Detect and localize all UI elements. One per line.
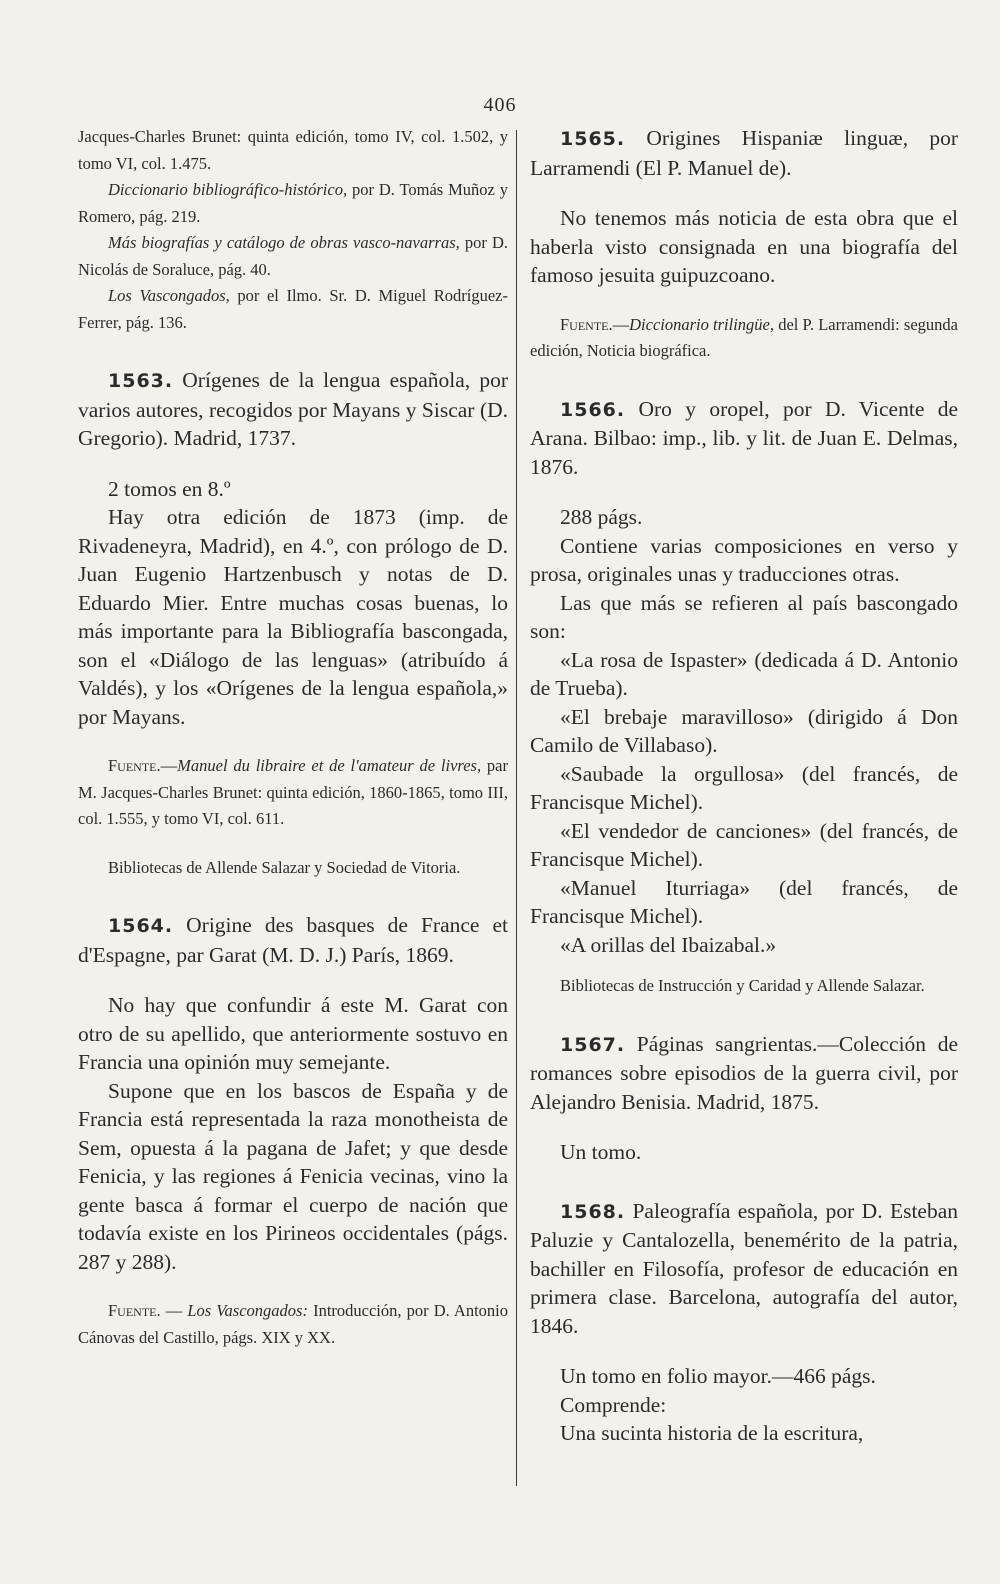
bibliography-line: Los Vascongados, por el Ilmo. Sr. D. Miguel Rodríguez-Ferrer, pág. 136. bbox=[78, 286, 508, 332]
bibliography-line: Jacques-Charles Brunet: quinta edición, tomo IV, col. 1.502, y tomo VI, col. 1.475. bbox=[78, 127, 508, 173]
entry-1567-heading bbox=[530, 1030, 958, 1117]
left-column bbox=[78, 124, 508, 1351]
entry-title: Paleografía española, por D. Esteban Paluzie y Cantalozella, benemérito de la patria, bachiller en Filosofía, profesor de educación en primera clase. Barcelona, autografía del autor, 1846. bbox=[530, 1198, 958, 1338]
entry-1563-heading bbox=[78, 366, 508, 453]
entry-paragraph: Supone que en los bascos de España y de Francia está representada la raza monotheista de Sem, opuesta á la pagana de Jafet; y que desde Fenicia, y las regiones á Fenicia vecinas, vino la gente basca á formar el cuerpo de nación que todavía existe en los Pirineos occidentales (págs. 287 y 288). bbox=[78, 1078, 508, 1274]
entry-1566-heading bbox=[530, 395, 958, 482]
list-item: «La rosa de Ispaster» (dedicada á D. Antonio de Trueba). bbox=[530, 647, 958, 700]
right-column bbox=[530, 124, 958, 1448]
list-item: «A orillas del Ibaizabal.» bbox=[560, 932, 777, 957]
entry-paragraph: No hay que confundir á este M. Garat con otro de su apellido, que anteriormente sostuvo en Francia una opinión muy semejante. bbox=[78, 993, 508, 1074]
entry-title: Origines Hispaniæ linguæ, por Larramendi (El P. Manuel de). bbox=[530, 126, 958, 180]
entry-paragraph: Las que más se refieren al país bascongado son: bbox=[530, 590, 958, 643]
entry-paragraph: Una sucinta historia de la escritura, bbox=[560, 1421, 864, 1445]
entry-title: Orígenes de la lengua española, por varios autores, recogidos por Mayans y Siscar (D. Gregorio). Madrid, 1737. bbox=[78, 368, 508, 450]
list-item: «El brebaje maravilloso» (dirigido á Don Camilo de Villabaso). bbox=[530, 704, 958, 757]
fuente-note: Fuente.—Manuel du libraire et de l'amateur de livres, par M. Jacques-Charles Brunet: quinta edición, 1860-1865, tomo III, col. 1.555, y tomo VI, col. 611. bbox=[78, 756, 508, 828]
entry-title: Oro y oropel, por D. Vicente de Arana. Bilbao: imp., lib. y lit. de Juan E. Delmas, 1876. bbox=[530, 396, 958, 479]
entry-paragraph: 2 tomos en 8.º bbox=[108, 476, 231, 501]
entry-number: 1567. bbox=[560, 1033, 626, 1056]
entry-number: 1565. bbox=[560, 128, 626, 150]
list-item: «Manuel Iturriaga» (del francés, de Francisque Michel). bbox=[530, 875, 958, 928]
bibliotecas-note: Bibliotecas de Allende Salazar y Sociedad de Vitoria. bbox=[108, 857, 461, 877]
entry-paragraph: Comprende: bbox=[560, 1392, 667, 1417]
entry-paragraph: 288 págs. bbox=[560, 505, 643, 529]
page-number: 406 bbox=[483, 94, 517, 116]
list-item: «El vendedor de canciones» (del francés, de Francisque Michel). bbox=[530, 818, 958, 871]
entry-paragraph: Hay otra edición de 1873 (imp. de Rivadeneyra, Madrid), en 4.º, con prólogo de D. Juan Eugenio Hartzenbusch y notas de D. Eduardo Mier. Entre muchas cosas buenas, lo más importante para la Bibliografía bascongada, son el «Diálogo de las lenguas» (atribuído á Valdés), y los «Orígenes de la lengua española,» por Mayans. bbox=[78, 505, 508, 729]
entry-1568-heading bbox=[530, 1197, 958, 1341]
entry-paragraph: No tenemos más noticia de esta obra que el haberla visto consignada en una biografía del famoso jesuita guipuzcoano. bbox=[530, 206, 958, 287]
entry-number: 1564. bbox=[108, 915, 174, 937]
entry-paragraph: Un tomo. bbox=[560, 1140, 642, 1164]
list-item: «Saubade la orgullosa» (del francés, de Francisque Michel). bbox=[530, 761, 958, 814]
bibliography-line: Más biografías y catálogo de obras vasco-navarras, por D. Nicolás de Soraluce, pág. 40. bbox=[78, 233, 508, 279]
entry-paragraph: Contiene varias composiciones en verso y prosa, originales unas y traducciones otras. bbox=[530, 533, 958, 586]
entry-1565-heading bbox=[530, 124, 958, 182]
entry-paragraph: Un tomo en folio mayor.—466 págs. bbox=[560, 1364, 876, 1388]
entry-title: Páginas sangrientas.—Colección de romances sobre episodios de la guerra civil, por Alejandro Benisia. Madrid, 1875. bbox=[530, 1031, 958, 1114]
bibliography-line: Diccionario bibliográfico-histórico, por D. Tomás Muñoz y Romero, pág. 219. bbox=[78, 180, 508, 226]
fuente-note: Fuente. — Los Vascongados: Introducción, por D. Antonio Cánovas del Castillo, págs. XIX y XX. bbox=[78, 1301, 509, 1347]
column-divider bbox=[516, 130, 517, 1486]
fuente-note: Fuente.—Diccionario trilingüe, del P. Larramendi: segunda edición, Noticia biográfica. bbox=[530, 314, 958, 360]
entry-number: 1563. bbox=[108, 370, 174, 392]
bibliotecas-note: Bibliotecas de Instrucción y Caridad y Allende Salazar. bbox=[560, 976, 925, 995]
entry-number: 1566. bbox=[560, 398, 626, 421]
entry-title: Origine des basques de France et d'Espagne, par Garat (M. D. J.) París, 1869. bbox=[78, 913, 508, 967]
entry-number: 1568. bbox=[560, 1200, 626, 1223]
entry-1564-heading bbox=[78, 911, 508, 969]
